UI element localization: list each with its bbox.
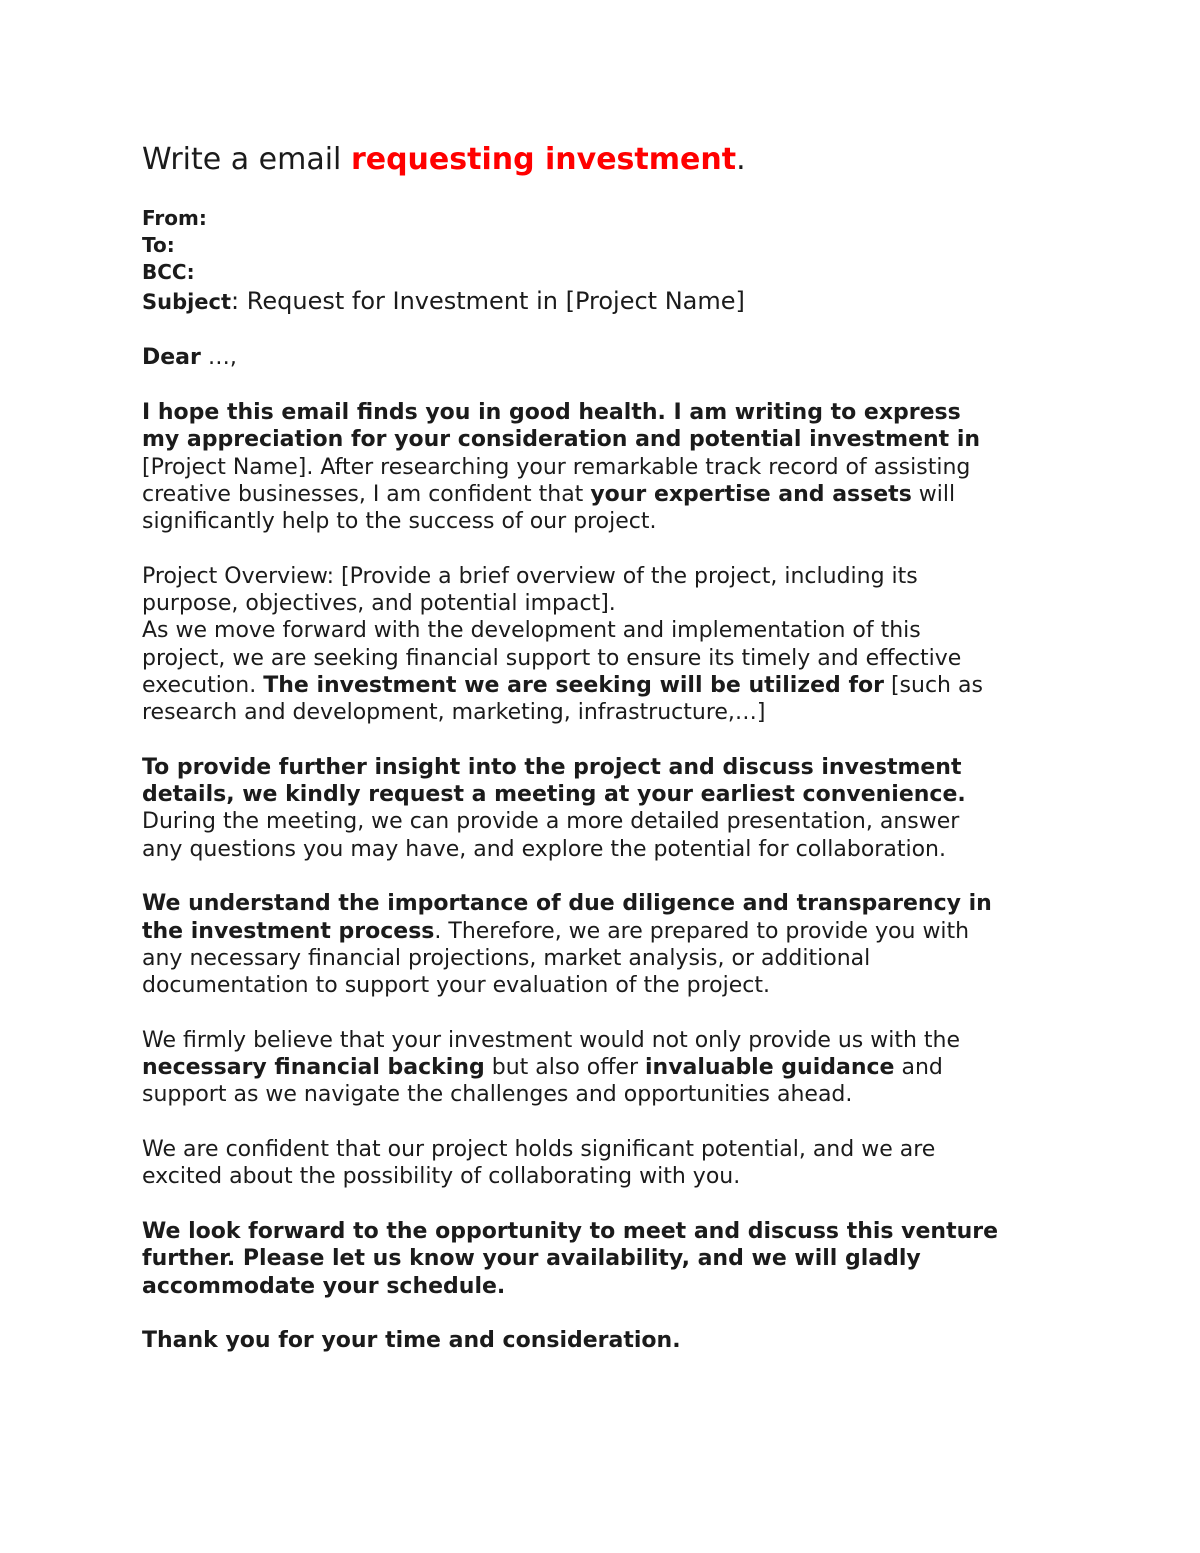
subject-line: [142, 286, 745, 317]
text: and: [894, 1055, 943, 1081]
bold-text: We understand the importance of due diligence and transparency in: [142, 891, 992, 917]
text: [Project Name]. After researching your remarkable track record of assisting: [142, 454, 971, 480]
text-line: [142, 508, 998, 535]
text-line: [142, 836, 998, 863]
text-line: [142, 617, 998, 644]
text-line: [142, 754, 998, 781]
text-line: [142, 1218, 998, 1245]
text: excited about the possibility of collaborating with you.: [142, 1164, 741, 1190]
text-line: [142, 645, 998, 672]
text-line: [142, 1081, 998, 1108]
subject-label: Subject: [142, 290, 232, 314]
bold-text: We look forward to the opportunity to meet and discuss this venture: [142, 1218, 999, 1244]
text-line: [142, 808, 998, 835]
body-paragraph: [142, 1218, 998, 1300]
bold-text: the investment process: [142, 918, 435, 944]
text-line: [142, 890, 998, 917]
bold-text: accommodate your schedule.: [142, 1273, 506, 1299]
text-line: [142, 918, 998, 945]
bold-text: necessary financial backing: [142, 1055, 485, 1081]
greeting: [142, 344, 237, 371]
text-line: [142, 972, 998, 999]
title-prefix: Write a email: [142, 142, 351, 177]
text-line: [142, 699, 998, 726]
text: will: [911, 481, 956, 507]
text: creative businesses, I am confident that: [142, 481, 591, 507]
text-line: [142, 1136, 998, 1163]
text-line: [142, 1245, 998, 1272]
greeting-rest: …,: [200, 345, 237, 370]
body-paragraph: [142, 1027, 998, 1109]
text: During the meeting, we can provide a more detailed presentation, answer: [142, 809, 960, 835]
body-paragraph: [142, 754, 998, 863]
text: support as we navigate the challenges and opportunities ahead.: [142, 1082, 853, 1108]
bcc-label: BCC:: [142, 260, 195, 284]
text-line: [142, 1163, 998, 1190]
bold-text: The investment we are seeking will be utilized for: [263, 672, 884, 698]
body-paragraph: [142, 1136, 998, 1191]
text-line: [142, 672, 998, 699]
bold-text: your expertise and assets: [590, 481, 912, 507]
text-line: [142, 1273, 998, 1300]
body-paragraph: [142, 399, 998, 535]
text: As we move forward with the development and implementation of this: [142, 618, 921, 644]
text-line: [142, 945, 998, 972]
email-body: [142, 399, 998, 1382]
text-line: [142, 454, 998, 481]
bold-text: invaluable guidance: [645, 1055, 895, 1081]
text: [such as: [883, 672, 983, 698]
text: execution.: [142, 672, 264, 698]
greeting-word: Dear: [142, 345, 201, 370]
text: significantly help to the success of our project.: [142, 509, 657, 535]
bold-text: To provide further insight into the project and discuss investment: [142, 754, 962, 780]
text-line: [142, 1027, 998, 1054]
bold-text: my appreciation for your consideration and potential investment in: [142, 427, 981, 453]
bold-text: Thank you for your time and consideration.: [142, 1328, 681, 1354]
text: documentation to support your evaluation of the project.: [142, 973, 770, 999]
subject-value: : Request for Investment in [Project Name]: [231, 287, 745, 315]
body-paragraph: [142, 890, 998, 999]
text-line: [142, 590, 998, 617]
from-label: From:: [142, 206, 207, 230]
text: purpose, objectives, and potential impact].: [142, 591, 616, 617]
text-line: [142, 399, 998, 426]
text: research and development, marketing, infrastructure,…]: [142, 700, 766, 726]
text: We are confident that our project holds significant potential, and we are: [142, 1137, 936, 1163]
bold-text: further. Please let us know your availability, and we will gladly: [142, 1246, 921, 1272]
text: . Therefore, we are prepared to provide you with: [434, 918, 970, 944]
text-line: [142, 563, 998, 590]
text: project, we are seeking financial support to ensure its timely and effective: [142, 645, 962, 671]
title-suffix: .: [736, 142, 746, 177]
text: any questions you may have, and explore the potential for collaboration.: [142, 836, 946, 862]
body-paragraph: [142, 1327, 998, 1354]
bold-text: I hope this email finds you in good health. I am writing to express: [142, 400, 961, 425]
text-line: [142, 1327, 998, 1354]
text: any necessary financial projections, market analysis, or additional: [142, 945, 871, 971]
body-paragraph: [142, 563, 998, 727]
text: Project Overview: [Provide a brief overview of the project, including its: [142, 563, 918, 589]
text: but also offer: [484, 1055, 645, 1081]
to-label: To:: [142, 233, 175, 257]
bold-text: details, we kindly request a meeting at your earliest convenience.: [142, 782, 966, 808]
title-highlight: requesting investment: [350, 142, 737, 177]
text: We firmly believe that your investment would not only provide us with the: [142, 1027, 961, 1053]
document-title: [142, 141, 746, 179]
text-line: [142, 426, 998, 453]
text-line: [142, 1054, 998, 1081]
text-line: [142, 781, 998, 808]
text-line: [142, 481, 998, 508]
